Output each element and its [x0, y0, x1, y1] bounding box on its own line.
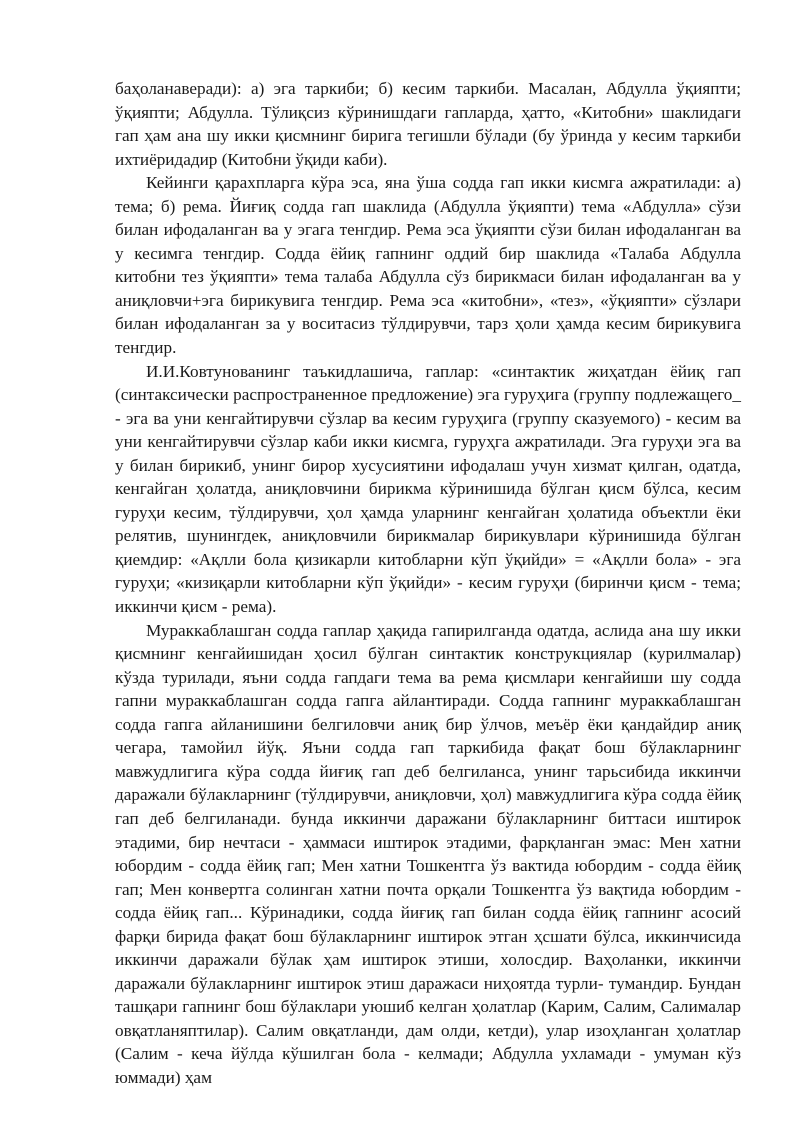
paragraph-continuation: баҳоланаверади): а) эга таркиби; б) кесим таркиби. Масалан, Абдулла ўқияпти; ўқияпти; Абдулла. Тўлиқсиз кўринишдаги гапларда, ҳатто, «Китобни» шаклидаги гап ҳам ана шу икки қисмнинг бирига тегишли бўлади (бу ўринда у кесим таркиби ихтиёридадир (Китобни ўқиди каби). — [115, 79, 741, 169]
paragraph-complicated-sentences: Мураккаблашган содда гаплар ҳақида гапирилганда одатда, аслида ана шу икки қисмнинг кенгайишидан ҳосил бўлган синтактик конструкциялар (курилмалар) кўзда турилади, яъни содда гапдаги тема ва рема қисмлари кенгайиши шу содда гапни мураккаблашган содда гапга айлантиради. Содда гапнинг мураккаблашган содда гапга айланишини белгиловчи аниқ бир ўлчов, меъёр ёки қандайдир аниқ чегара, тамойил йўқ. Яъни содда гап таркибида фақат бош бўлакларнинг мавжудлигига кўра содда йиғиқ гап деб белгиланса, унинг тарьсибида иккинчи даражали бўлакларнинг (тўлдирувчи, аниқловчи, ҳол) мавжудлигига кўра содда ёйиқ гап деб белгиланади. бунда иккинчи даражани бўлакларнинг биттаси иштирок этадими, бир нечтаси - ҳаммаси иштирок этадими, фарқланган эмас: Мен хатни юбордим - содда ёйиқ гап; Мен хатни Тошкентга ўз вактида юбордим - содда ёйиқ гап; Мен конвертга солинган хатни почта орқали Тошкентга ўз вақтида юбордим - содда ёйиқ гап... Кўринадики, содда йиғиқ гап билан содда ёйиқ гапнинг асосий фарқи бирида фақат бош бўлакларнинг иштирок этган ҳсшати бўлса, иккинчисида иккинчи даражали бўлак ҳам иштирок этиши, холосдир. Baҳоланки, иккинчи даражали бўлакларнинг иштирок этиш даражаси ниҳоятда турли- тумандир. Бундан ташқари гапнинг бош бўлаклари уюшиб келган ҳолатлар (Карим, Салим, Салималар овқатланяптилар). Салим овқатланди, дам олди, кетди), улар изоҳланган ҳолатлар (Салим - кеча йўлда кўшилган бола - келмади; Абдулла ухламади - умуман кўз юммади) ҳам — [115, 620, 741, 1087]
document-page — [115, 77, 741, 1090]
paragraph-theme-rheme: Кейинги қарахпларга кўра эса, яна ўша содда гап икки кисмга ажратилади: а) тема; б) рема. Йиғиқ содда гап шаклида (Абдулла ўқияпти) тема «Абдулла» сўзи билан ифодаланган ва у эгага тенгдир. Рема эса ўқияпти сўзи билан ифодаланган ва у кесимга тенгдир. Содда ёйиқ гапнинг оддий бир шаклида «Талаба Абдулла китобни тез ўқияпти» тема талаба Абдулла сўз бирикмаси билан ифодаланган ва у аниқловчи+эга бирикувига тенгдир. Рема эса «китобни», «тез», «ўқияпти» сўзлари билан ифодаланган за у воситасиз тўлдирувчи, тарз ҳоли ҳамда кесим бирикувига тенгдир. — [115, 173, 741, 358]
paragraph-kovtunova: И.И.Ковтунованинг таъкидлашича, гаплар: «синтактик жиҳатдан ёйиқ гап (синтаксически распространенное предложение) эга гуруҳига (группу подлежащего_ - эга ва уни кенгайтирувчи сўзлар ва кесим гуруҳига (группу сказуемого) - кесим ва уни кенгайтирувчи сўзлар каби икки кисмга, гуруҳга ажратилади. Эга гуруҳи эга ва у билан бирикиб, унинг бирор хусусиятини ифодалаш учун хизмат қилган, одатда, кенгайган ҳолатда, аниқловчини бирикма кўринишида бўлган қисм бўлса, кесим гуруҳи кесим, тўлдирувчи, ҳол ҳамда уларнинг кенгайган ҳолатида объектли ёки релятив, шунингдек, аниқловчили бирикмалар бирикувлари кўринишида бўлган қиемдир: «Ақлли бола қизикарли китобларни кўп ўқийди» = «Ақлли бола» - эга гуруҳи; «кизиқарли китобларни кўп ўқийди» - кесим гуруҳи (биринчи қисм - тема; иккинчи қисм - рема). — [115, 361, 741, 617]
